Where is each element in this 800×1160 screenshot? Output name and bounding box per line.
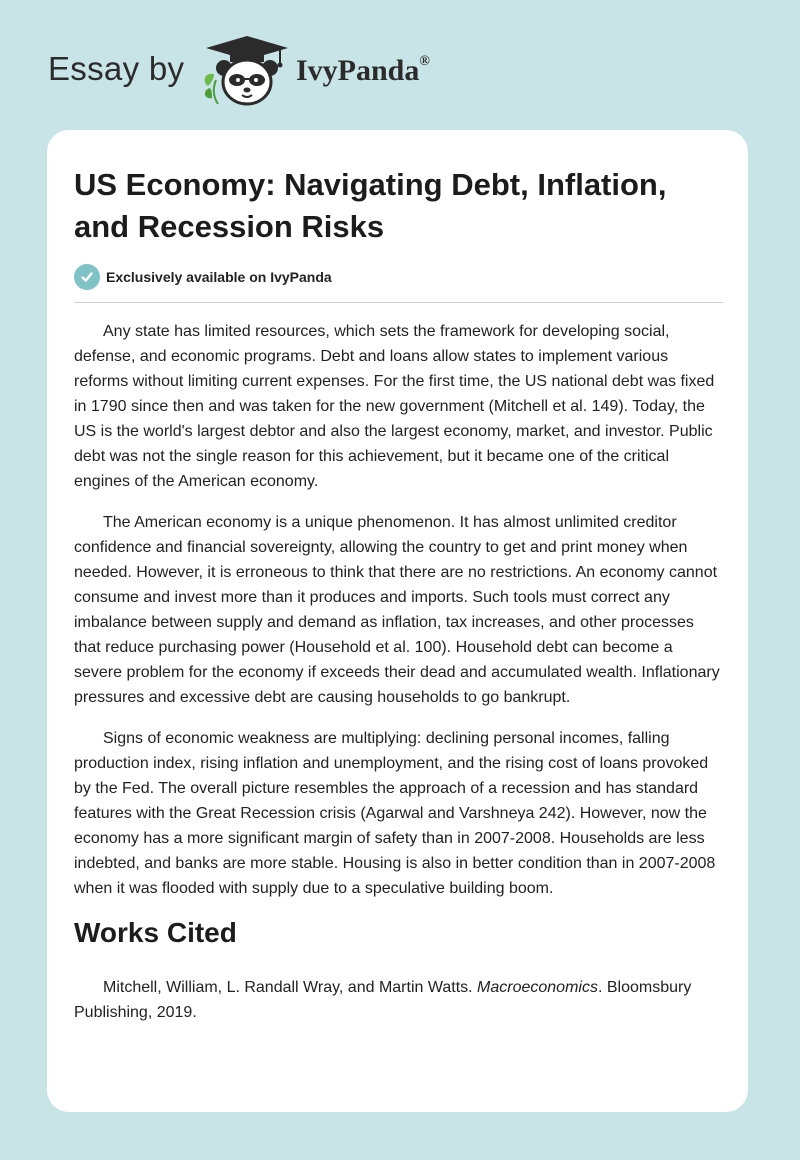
citation-entry bbox=[74, 975, 724, 1025]
essay-title: US Economy: Navigating Debt, Inflation, and Recession Risks bbox=[74, 167, 667, 244]
essay-by-label: Essay by bbox=[48, 50, 185, 87]
trademark-symbol: ® bbox=[419, 54, 430, 69]
panda-graduate-icon[interactable] bbox=[200, 34, 294, 108]
citation-authors: Mitchell, William, L. Randall Wray, and Martin Watts. bbox=[103, 979, 478, 996]
citation-publisher: . Bloomsbury Publishing, 2019. bbox=[74, 979, 692, 1021]
essay-body bbox=[74, 319, 724, 1041]
exclusive-badge-text: Exclusively available on IvyPanda bbox=[106, 269, 332, 285]
exclusive-badge bbox=[74, 264, 332, 290]
check-icon bbox=[74, 264, 100, 290]
body-paragraph: Signs of economic weakness are multiplying: declining personal incomes, falling production index, rising inflation and unemployment, and the rising cost of loans provoked by the Fed. The overall picture resembles the approach of a recession and has standard features with the Great Recession crisis (Agarwal and Varshneya 242). However, now the economy has a more significant margin of safety than in 2007-2008. Households are less indebted, and banks are more stable. Housing is also in better condition than in 2007-2008 when it was flooded with supply due to a speculative building boom. bbox=[74, 730, 716, 897]
body-paragraph: Any state has limited resources, which sets the framework for developing social, defense, and economic programs. Debt and loans allow states to implement various reforms without limiting current expenses. For the first time, the US national debt was fixed in 1790 since then and was taken for the new government (Mitchell et al. 149). Today, the US is the world's largest debtor and also the largest economy, market, and investor. Public debt was not the single reason for this achievement, but it became one of the critical engines of the American economy. bbox=[74, 323, 715, 490]
body-paragraph: The American economy is a unique phenomenon. It has almost unlimited creditor confidence and financial sovereignty, allowing the country to get and print money when needed. However, it is erroneous to think that there are no restrictions. An economy cannot consume and invest more than it produces and imports. Such tools must correct any imbalance between supply and demand as inflation, tax increases, and other processes that reduce purchasing power (Household et al. 100). Household debt can become a severe problem for the economy if exceeds their dead and accumulated wealth. Inflationary pressures and excessive debt are causing households to go bankrupt. bbox=[74, 514, 720, 706]
citation-book-title: Macroeconomics bbox=[477, 979, 598, 996]
site-header bbox=[0, 0, 800, 130]
essay-card bbox=[47, 130, 748, 1112]
works-cited-heading: Works Cited bbox=[74, 917, 237, 948]
brand-text: IvyPanda bbox=[296, 54, 420, 87]
title-divider bbox=[74, 302, 723, 303]
brand-name[interactable] bbox=[296, 54, 430, 88]
